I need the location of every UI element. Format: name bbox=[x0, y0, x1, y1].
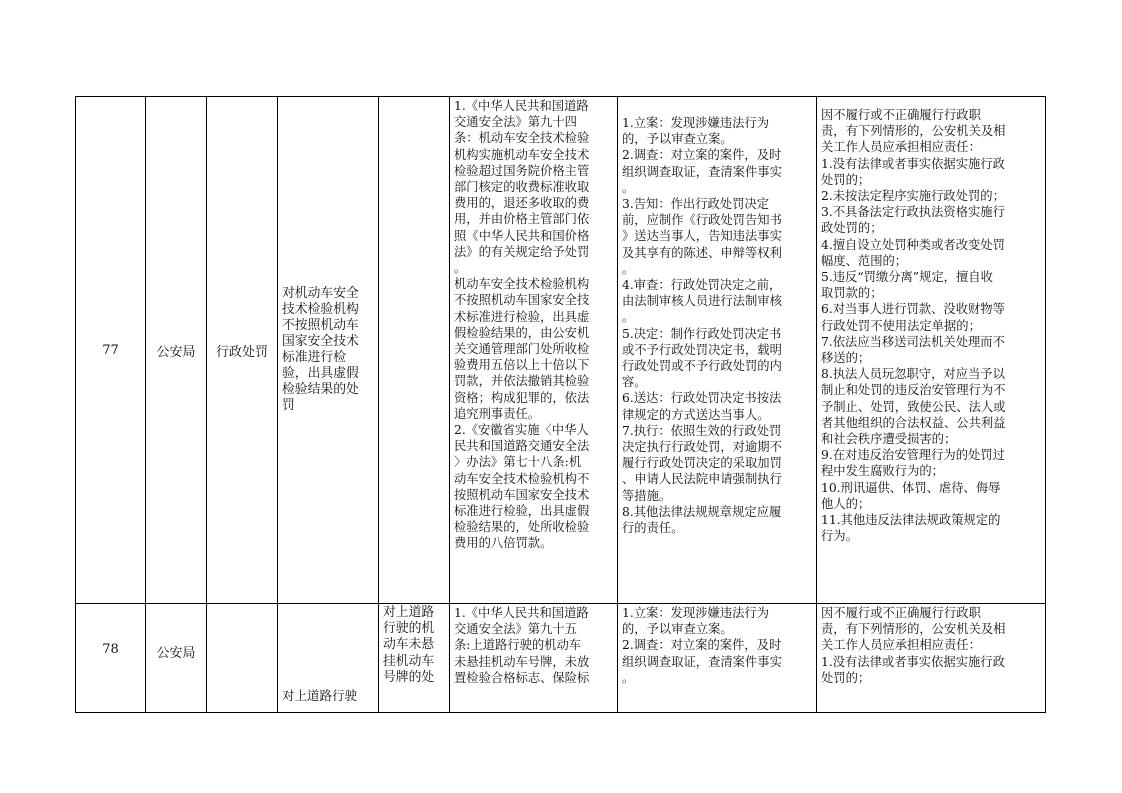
sub-item-name: 对上道路 行驶的机 动车未悬 挂机动车 号牌的处 bbox=[383, 605, 435, 685]
row-number: 78 bbox=[102, 642, 119, 657]
legal-basis-cell bbox=[449, 96, 618, 604]
liability-cell bbox=[816, 603, 1046, 713]
responsibility-table bbox=[75, 96, 1046, 703]
procedure-text: 1.立案：发现涉嫌违法行为 的，予以审查立案。 2.调查：对立案的案件，及时 组织调查取证，查清案件事实 。 3.告知：作出行政处罚决定 前，应制作《行政处罚告知书 》送达当事人，告知违法事实 及其享有的陈述、申辩等权利 。 4.审查：行政处罚决定之前， 由法制审核人员进行法制审核 。 5.决定：制作行政处罚决定书 或不予行政处罚决定书，载明 行政处罚或不予行政处罚的内 容。 6.送达：行政处罚决定书按法 律规定的方式送达当事人。 7.执行：依照生效的行政处罚 决定执行行政处罚，对逾期不 履行行政处罚决定的采取加罚 、申请人民法院申请强制执行 等措施。 8.其他法律法规规章规定应履 行的责任。 bbox=[622, 116, 782, 536]
row-number-cell bbox=[75, 603, 146, 713]
liability-cell bbox=[816, 96, 1046, 604]
category-cell bbox=[206, 96, 278, 604]
procedure-cell bbox=[617, 603, 817, 713]
legal-basis-cell bbox=[449, 603, 618, 713]
liability-text: 因不履行或不正确履行行政职 责，有下列情形的，公安机关及相 关工作人员应承担相应责任： 1.没有法律或者事实依据实施行政 处罚的； 2.未按法定程序实施行政处罚的； 3.不具备法定行政执法资格实施行 政处罚的； 4.擅自设立处罚种类或者改变处罚 幅度、范围的； 5.违反“罚缴分离”规定，擅自收 取罚款的； 6.对当事人进行罚款、没收财物等 行政处罚不使用法定单据的； 7.依法应当移送司法机关处理而不 移送的； 8.执法人员玩忽职守，对应当予以 制止和处罚的违反治安管理行为不 予制止、处罚，致使公民、法人或 者其他组织的合法权益、公共利益 和社会秩序遭受损害的； 9.在对违反治安管理行为的处罚过 程中发生腐败行为的； 10.刑讯逼供、体罚、虐待、侮辱 他人的； 11.其他违反法律法规政策规定的 行为。 bbox=[821, 108, 1006, 544]
category-cell bbox=[206, 603, 278, 713]
department: 公安局 bbox=[156, 646, 196, 661]
legal-basis-text: 1.《中华人民共和国道路 交通安全法》第九十五 条:上道路行驶的机动车 未悬挂机动车号牌，未放 置检验合格标志、保险标 bbox=[454, 606, 590, 685]
matter-cell bbox=[277, 603, 379, 713]
sub-item-cell bbox=[378, 603, 450, 713]
matter-name: 对机动车安全 技术检验机构 不按照机动车 国家安全技术 标准进行检 验，出具虚假 检验结果的处 罚 bbox=[282, 286, 359, 413]
power-category: 行政处罚 bbox=[215, 344, 268, 360]
row-number-cell bbox=[75, 96, 146, 604]
matter-name: 对上道路行驶 bbox=[282, 688, 358, 703]
sub-item-cell bbox=[378, 96, 450, 604]
department-cell bbox=[145, 603, 207, 713]
liability-text: 因不履行或不正确履行行政职 责，有下列情形的，公安机关及相 关工作人员应承担相应责任： 1.没有法律或者事实依据实施行政 处罚的； bbox=[821, 606, 1006, 685]
procedure-cell bbox=[617, 96, 817, 604]
legal-basis-text: 1.《中华人民共和国道路 交通安全法》第九十四 条：机动车安全技术检验 机构实施机动车安全技术 检验超过国务院价格主管 部门核定的收费标准收取 费用的，退还多收取的费 用，并由价格主管部门依 照《中华人民共和国价格 法》的有关规定给予处罚 。 机动车安全技术检验机构 不按照机动车国家安全技 术标准进行检验，出具虚 假检验结果的，由公安机 关交通管理部门处所收检 验费用五倍以上十倍以下 罚款，并依法撤销其检验 资格；构成犯罪的，依法 追究刑事责任。 2.《安徽省实施〈中华人 民共和国道路交通安全法 〉办法》第七十八条:机 动车安全技术检验机构不 按照机动车国家安全技术 标准进行检验，出具虚假 检验结果的，处所收检验 费用的八倍罚款。 bbox=[454, 99, 590, 551]
procedure-text: 1.立案：发现涉嫌违法行为 的，予以审查立案。 2.调查：对立案的案件，及时 组织调查取证，查清案件事实 。 bbox=[622, 606, 782, 685]
row-number: 77 bbox=[102, 342, 119, 358]
matter-cell bbox=[277, 96, 379, 604]
department-cell bbox=[145, 96, 207, 604]
department: 公安局 bbox=[156, 344, 196, 360]
